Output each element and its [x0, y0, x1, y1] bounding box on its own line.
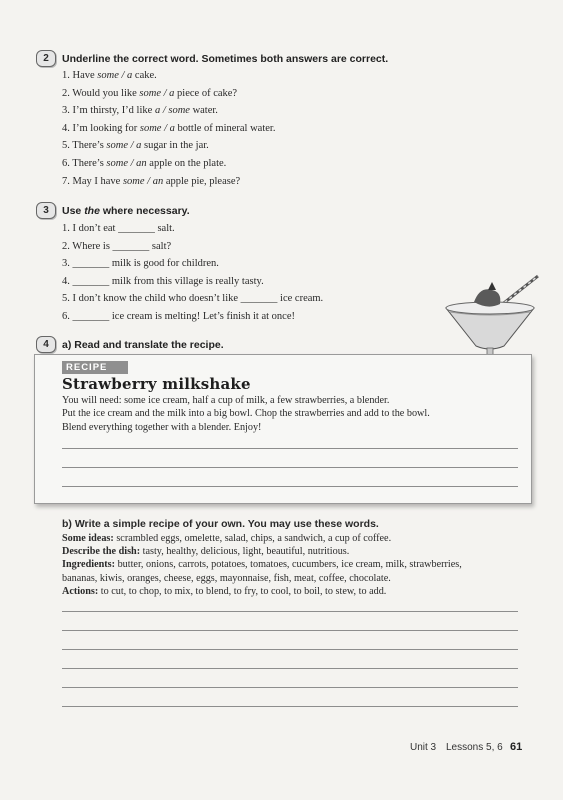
exercise-2-list: [62, 67, 275, 190]
writing-line: [62, 448, 518, 449]
exercise-number-badge: 4: [36, 336, 56, 353]
word-choice[interactable]: some / a: [139, 87, 175, 99]
vocabulary-words: butter, onions, carrots, potatoes, tomatoes, cucumbers, ice cream, milk, strawberries,: [115, 559, 462, 571]
exercise-item: 6. _______ ice cream is melting! Let’s finish it at once!: [62, 310, 295, 322]
exercise-item: 3. I’m thirsty, I’d like a / some water.: [62, 105, 218, 117]
exercise-4-instruction: a) Read and translate the recipe.: [62, 338, 224, 351]
vocabulary-label: Actions:: [62, 585, 99, 597]
recipe-line: Blend everything together with a blender. Enjoy!: [62, 421, 262, 433]
exercise-item: 3. _______ milk is good for children.: [62, 258, 219, 270]
vocabulary-line: [62, 558, 532, 571]
exercise-number-badge: 3: [36, 202, 56, 219]
vocabulary-label: Ingredients:: [62, 559, 116, 571]
writing-line: [62, 649, 518, 650]
exercise-3-list: [62, 220, 323, 326]
word-choice[interactable]: a / some: [154, 105, 190, 117]
exercise-item: 2. Would you like some / a piece of cake?: [62, 87, 238, 99]
vocabulary-words: tasty, healthy, delicious, light, beautiful, nutritious.: [140, 546, 350, 558]
footer-lessons: Lessons 5, 6: [446, 742, 503, 753]
exercise-4-header: [36, 336, 224, 353]
vocabulary-label: Describe the dish:: [62, 546, 141, 558]
writing-line: [62, 467, 518, 468]
recipe-line: You will need: some ice cream, half a cup of milk, a few strawberries, a blender.: [62, 395, 390, 406]
exercise-item: 6. There’s some / an apple on the plate.: [62, 157, 227, 169]
vocabulary-words: scrambled eggs, omelette, salad, chips, a sandwich, a cup of coffee.: [113, 533, 392, 544]
exercise-item: 2. Where is _______ salt?: [62, 240, 172, 252]
word-choice[interactable]: some / a: [139, 122, 175, 134]
word-choice[interactable]: some / a: [106, 140, 142, 152]
word-choice[interactable]: some / a: [97, 70, 133, 81]
exercise-2-instruction: Underline the correct word. Sometimes both answers are correct.: [62, 52, 389, 65]
exercise-item: 7. May I have some / an apple pie, please?: [62, 175, 241, 187]
recipe-title: Strawberry milkshake: [62, 375, 251, 393]
exercise-item: 1. I don’t eat _______ salt.: [62, 223, 175, 234]
exercise-item: 4. _______ milk from this village is really tasty.: [62, 275, 264, 287]
writing-line: [62, 668, 518, 669]
exercise-3-instruction: Use the where necessary.: [62, 204, 190, 217]
vocabulary-words: bananas, kiwis, oranges, cheese, eggs, mayonnaise, fish, meat, coffee, chocolate.: [62, 572, 391, 584]
writing-line: [62, 611, 518, 612]
footer-unit: Unit 3: [410, 742, 437, 753]
recipe-line: Put the ice cream and the milk into a big bowl. Chop the strawberries and add to the bowl.: [62, 408, 430, 420]
word-choice[interactable]: some / an: [122, 175, 164, 187]
vocabulary-line: [62, 532, 532, 545]
vocabulary-line: [62, 572, 532, 585]
vocabulary-label: Some ideas:: [62, 533, 114, 544]
vocabulary-block: [62, 532, 532, 598]
writing-line: [62, 687, 518, 688]
vocabulary-line: [62, 545, 532, 558]
exercise-item: 4. I’m looking for some / a bottle of mineral water.: [62, 122, 276, 134]
exercise-item: 5. I don’t know the child who doesn’t like _______ ice cream.: [62, 293, 324, 305]
recipe-tag: RECIPE: [62, 361, 128, 374]
exercise-2-header: [36, 50, 388, 67]
vocabulary-words: to cut, to chop, to mix, to blend, to fry, to cool, to boil, to stew, to add.: [98, 585, 387, 597]
exercise-number-badge: 2: [36, 50, 56, 67]
recipe-text: [62, 394, 532, 434]
writing-line: [62, 486, 518, 487]
part-b-instruction: b) Write a simple recipe of your own. You may use these words.: [62, 518, 379, 530]
vocabulary-line: [62, 585, 532, 598]
exercise-item: 5. There’s some / a sugar in the jar.: [62, 140, 209, 152]
exercise-item: 1. Have some / a cake.: [62, 70, 157, 81]
writing-line: [62, 630, 518, 631]
writing-line: [62, 706, 518, 707]
word-choice[interactable]: some / an: [106, 157, 147, 169]
exercise-3-header: [36, 202, 190, 219]
page-number: 61: [510, 741, 523, 753]
